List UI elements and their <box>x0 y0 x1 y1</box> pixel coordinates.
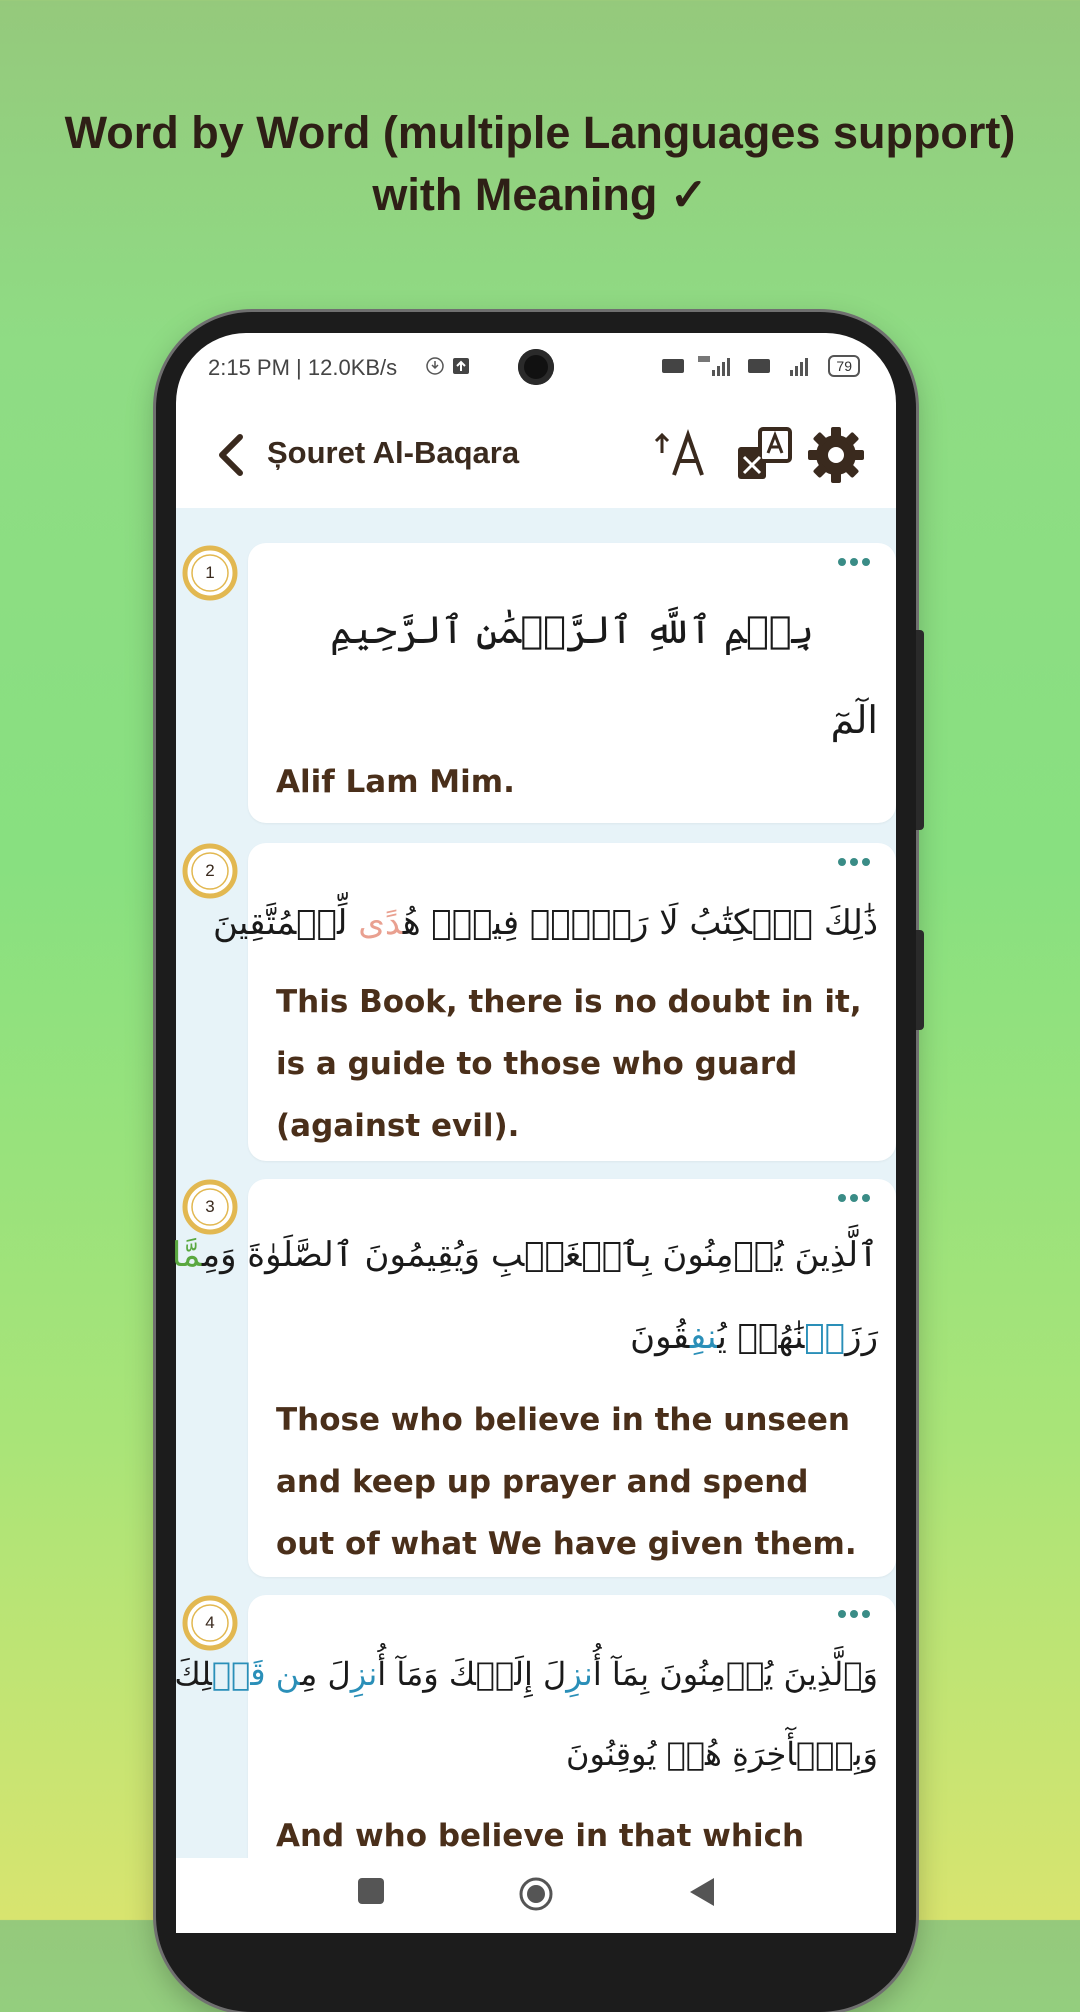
status-bar <box>176 333 896 403</box>
arabic-text-line-2: وَبِٱلۡأٓخِرَةِ هُمۡ يُوقِنُونَ <box>566 1735 878 1773</box>
page-title: Șouret Al-Baqara <box>267 435 520 470</box>
list-item <box>176 1595 896 1895</box>
arabic-text: ذَٰلِكَ ٱلۡكِتَٰبُ لَا رَيۡبَۛ فِيهِۛ هُدًى لِّلۡمُتَّقِينَ <box>212 903 878 943</box>
ayah-card[interactable] <box>174 1595 896 1895</box>
basmala-text: بِسۡمِ ٱللَّهِ ٱلرَّحۡمَٰنِ ٱلرَّحِيمِ <box>330 608 814 652</box>
ayah-number-badge <box>182 843 238 899</box>
arabic-text-line-2: رَزَقۡنَٰهُمۡ يُنفِقُونَ <box>630 1317 878 1357</box>
highlighted-word[interactable]: قۡ <box>804 1317 846 1357</box>
translation-text: This Book, there is no doubt in it, is a guide to those who guard (against evil). <box>276 984 862 1144</box>
ayah-number-badge <box>182 1595 238 1651</box>
ayah-number-badge <box>182 545 238 601</box>
phone-screen <box>171 333 896 1933</box>
arabic-text-line-1: ٱلَّذِينَ يُؤۡمِنُونَ بِٱلۡغَيۡبِ وَيُقِيمُونَ ٱلصَّلَوٰةَ وَمِمَّا <box>171 1235 878 1275</box>
list-item <box>176 543 896 833</box>
arabic-text: الٓمٓ <box>830 698 878 742</box>
ayah-number: 4 <box>205 1613 215 1632</box>
gear-icon[interactable] <box>806 425 866 485</box>
headline-line-1: Word by Word (multiple Languages support) <box>64 107 1016 158</box>
highlighted-word[interactable]: نزِ <box>350 1655 378 1693</box>
ayah-number-badge <box>182 1179 238 1235</box>
highlighted-word[interactable]: ن قَبۡ <box>211 1655 301 1693</box>
more-options-icon[interactable] <box>836 1191 872 1205</box>
volte-icon-2 <box>748 357 774 375</box>
home-icon[interactable] <box>518 1876 554 1912</box>
ayah-list[interactable] <box>171 508 896 1858</box>
ayah-card[interactable] <box>171 1179 896 1577</box>
list-item <box>171 1179 896 1579</box>
list-item <box>176 843 896 1163</box>
highlighted-word[interactable]: دًى <box>358 903 403 943</box>
signal-icon <box>784 356 818 376</box>
status-notification-icons <box>426 357 470 375</box>
upload-icon <box>452 357 470 375</box>
download-icon <box>426 357 444 375</box>
signal-5g-icon <box>698 356 738 376</box>
back-icon[interactable] <box>210 431 252 479</box>
ayah-card[interactable] <box>212 843 896 1161</box>
translation-text: Alif Lam Mim. <box>276 764 515 800</box>
translation-text: Those who believe in the unseen and keep up prayer and spend out of what We have given them. <box>276 1402 857 1562</box>
translation-text: And who believe in that which <box>276 1818 805 1854</box>
phone-volume-button <box>916 630 924 830</box>
ayah-card[interactable] <box>248 543 896 823</box>
back-nav-icon[interactable] <box>686 1876 716 1908</box>
app-bar <box>176 403 896 508</box>
ayah-number: 1 <box>205 563 215 582</box>
ayah-number: 2 <box>205 861 215 880</box>
promo-headline <box>0 102 1080 226</box>
translate-icon[interactable] <box>734 425 794 485</box>
font-size-icon[interactable] <box>652 425 712 485</box>
ayah-number: 3 <box>205 1197 215 1216</box>
status-system-icons <box>662 355 860 377</box>
more-options-icon[interactable] <box>836 855 872 869</box>
recents-icon[interactable] <box>356 1876 386 1906</box>
volte-icon <box>662 357 688 375</box>
highlighted-word[interactable]: مَّا <box>171 1235 202 1275</box>
highlighted-word[interactable]: نفِ <box>689 1317 718 1357</box>
system-nav-bar <box>176 1858 896 1933</box>
battery-icon: 79 <box>828 355 860 377</box>
arabic-text-line-1: وَٱلَّذِينَ يُؤۡمِنُونَ بِمَآ أُنزِلَ إِلَيۡكَ وَمَآ أُنزِلَ مِن قَبۡلِكَ <box>174 1655 878 1693</box>
highlighted-word[interactable]: نزِ <box>566 1655 593 1693</box>
headline-line-2: with Meaning ✓ <box>372 169 708 220</box>
more-options-icon[interactable] <box>836 555 872 569</box>
phone-power-button <box>916 930 924 1030</box>
front-camera <box>518 349 554 385</box>
status-time: 2:15 PM | 12.0KB/s <box>208 355 398 380</box>
more-options-icon[interactable] <box>836 1607 872 1621</box>
